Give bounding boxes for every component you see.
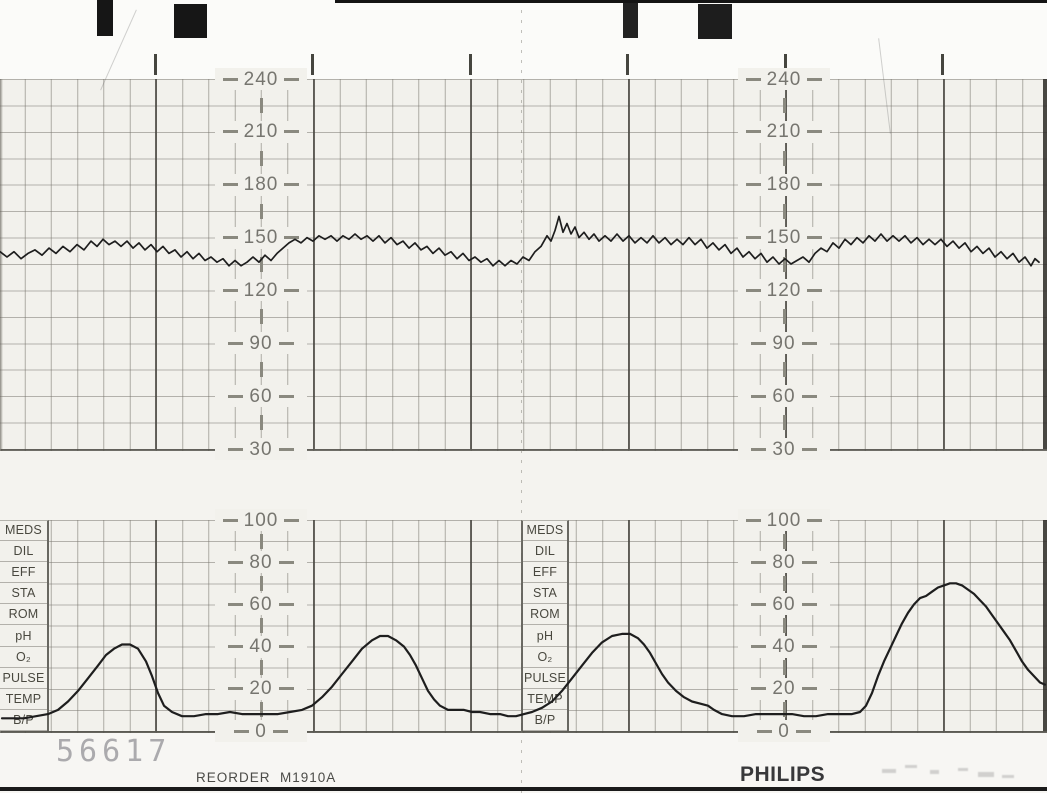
row-label-eff: EFF xyxy=(0,562,47,583)
tick-dash xyxy=(279,687,294,690)
row-label-meds: MEDS xyxy=(523,520,567,541)
tick-dash xyxy=(228,342,243,345)
row-label-pulse: PULSE xyxy=(0,668,47,689)
tick-dash xyxy=(746,289,761,292)
y-tick-value: 60 xyxy=(772,385,796,407)
philips-logo: PHILIPS xyxy=(740,763,826,786)
faint-print-smudge xyxy=(1002,775,1014,778)
y-tick-value: 120 xyxy=(766,279,802,301)
tick-dash xyxy=(279,645,294,648)
tick-dash xyxy=(746,130,761,133)
y-mid-tick xyxy=(783,309,786,324)
row-label-sta: STA xyxy=(523,583,567,604)
tick-dash xyxy=(223,130,238,133)
tick-dash xyxy=(746,78,761,81)
y-mid-tick xyxy=(260,702,263,717)
row-label-eff: EFF xyxy=(523,562,567,583)
tick-dash xyxy=(223,236,238,239)
row-label-dil: DIL xyxy=(523,541,567,562)
tick-dash xyxy=(802,645,817,648)
tick-dash xyxy=(279,395,294,398)
row-label-temp: TEMP xyxy=(0,689,47,710)
y-tick-value: 180 xyxy=(243,174,279,196)
tick-dash xyxy=(807,519,822,522)
paper-top-edge xyxy=(335,0,1047,3)
y-tick-value: 210 xyxy=(243,121,279,143)
y-mid-tick xyxy=(260,415,263,430)
tick-dash xyxy=(807,289,822,292)
tick-dash xyxy=(284,236,299,239)
tick-dash xyxy=(228,687,243,690)
y-tick-label xyxy=(215,593,307,615)
major-gridline xyxy=(155,520,157,731)
tick-dash xyxy=(751,395,766,398)
y-tick-label xyxy=(215,678,307,700)
registration-mark xyxy=(97,0,113,36)
faint-print-smudge xyxy=(930,770,939,774)
y-mid-tick xyxy=(260,257,263,272)
row-label-o: O₂ xyxy=(523,647,567,668)
tick-dash xyxy=(223,289,238,292)
y-tick-value: 30 xyxy=(772,438,796,460)
toco-row-labels-left xyxy=(0,520,49,731)
y-mid-tick xyxy=(260,204,263,219)
y-tick-label xyxy=(215,720,307,742)
tick-dash xyxy=(746,519,761,522)
y-tick-value: 60 xyxy=(249,593,273,615)
y-mid-tick xyxy=(783,576,786,591)
row-label-ph: pH xyxy=(523,626,567,647)
time-tick xyxy=(154,54,157,75)
y-tick-label xyxy=(738,636,830,658)
row-label-bp: B/P xyxy=(523,710,567,731)
tick-dash xyxy=(751,603,766,606)
tick-dash xyxy=(223,519,238,522)
y-tick-value: 40 xyxy=(772,636,796,658)
y-tick-label xyxy=(738,174,830,196)
y-mid-tick xyxy=(783,618,786,633)
paper-right-edge xyxy=(1043,79,1047,449)
top-paper-margin xyxy=(0,0,1047,79)
row-label-dil: DIL xyxy=(0,541,47,562)
y-tick-value: 240 xyxy=(243,68,279,90)
registration-mark xyxy=(623,0,638,38)
tick-dash xyxy=(284,78,299,81)
y-mid-tick xyxy=(783,362,786,377)
major-gridline xyxy=(470,520,472,731)
tick-dash xyxy=(751,342,766,345)
time-tick xyxy=(469,54,472,75)
tick-dash xyxy=(228,645,243,648)
time-tick xyxy=(941,54,944,75)
y-tick-label xyxy=(738,551,830,573)
y-tick-value: 60 xyxy=(772,593,796,615)
tick-dash xyxy=(757,730,772,733)
y-tick-value: 120 xyxy=(243,279,279,301)
y-tick-label xyxy=(215,332,307,354)
y-tick-value: 30 xyxy=(249,438,273,460)
row-label-meds: MEDS xyxy=(0,520,47,541)
tick-dash xyxy=(751,645,766,648)
stamp-number: 56617 xyxy=(56,734,172,769)
y-tick-value: 150 xyxy=(243,227,279,249)
y-tick-value: 210 xyxy=(766,121,802,143)
tick-dash xyxy=(802,395,817,398)
tick-dash xyxy=(228,448,243,451)
y-tick-value: 0 xyxy=(778,720,790,742)
y-tick-value: 90 xyxy=(772,332,796,354)
y-mid-tick xyxy=(783,660,786,675)
y-tick-label xyxy=(738,593,830,615)
tick-dash xyxy=(802,603,817,606)
y-tick-label xyxy=(215,438,307,460)
y-tick-label xyxy=(215,121,307,143)
tick-dash xyxy=(284,130,299,133)
y-tick-value: 20 xyxy=(772,678,796,700)
reorder-label: REORDER M1910A xyxy=(196,770,337,785)
y-tick-value: 40 xyxy=(249,636,273,658)
y-mid-tick xyxy=(260,362,263,377)
tick-dash xyxy=(796,730,811,733)
major-gridline xyxy=(628,520,630,731)
tick-dash xyxy=(802,687,817,690)
tick-dash xyxy=(223,78,238,81)
y-mid-tick xyxy=(260,151,263,166)
y-tick-value: 80 xyxy=(772,551,796,573)
y-tick-label xyxy=(738,678,830,700)
y-mid-tick xyxy=(260,534,263,549)
row-label-rom: ROM xyxy=(523,604,567,625)
major-gridline xyxy=(155,79,157,449)
y-tick-label xyxy=(215,279,307,301)
tick-dash xyxy=(228,395,243,398)
y-tick-value: 180 xyxy=(766,174,802,196)
y-tick-label xyxy=(738,509,830,531)
y-tick-label xyxy=(738,121,830,143)
tick-dash xyxy=(279,342,294,345)
y-tick-value: 0 xyxy=(255,720,267,742)
paper-right-edge xyxy=(1043,520,1047,731)
y-mid-tick xyxy=(260,98,263,113)
tick-dash xyxy=(228,603,243,606)
y-tick-label xyxy=(738,68,830,90)
y-mid-tick xyxy=(260,576,263,591)
y-tick-label xyxy=(738,438,830,460)
y-mid-tick xyxy=(783,204,786,219)
registration-mark xyxy=(698,4,732,39)
y-mid-tick xyxy=(260,309,263,324)
tick-dash xyxy=(751,561,766,564)
tick-dash xyxy=(807,78,822,81)
tick-dash xyxy=(279,603,294,606)
row-label-o: O₂ xyxy=(0,647,47,668)
y-tick-value: 80 xyxy=(249,551,273,573)
tick-dash xyxy=(284,183,299,186)
y-mid-tick xyxy=(260,660,263,675)
fhr-chart-grid xyxy=(0,79,1047,451)
major-gridline xyxy=(943,79,945,449)
y-mid-tick xyxy=(783,151,786,166)
time-tick xyxy=(311,54,314,75)
tick-dash xyxy=(746,183,761,186)
tick-dash xyxy=(751,448,766,451)
tick-dash xyxy=(284,289,299,292)
paper-bottom-edge xyxy=(0,787,1047,791)
y-mid-tick xyxy=(783,415,786,430)
y-tick-label xyxy=(738,332,830,354)
faint-print-smudge xyxy=(905,765,917,768)
y-tick-label xyxy=(215,68,307,90)
y-tick-value: 60 xyxy=(249,385,273,407)
tick-dash xyxy=(751,687,766,690)
tick-dash xyxy=(279,561,294,564)
y-tick-label xyxy=(215,385,307,407)
major-gridline xyxy=(628,79,630,449)
y-mid-tick xyxy=(260,618,263,633)
major-gridline xyxy=(313,79,315,449)
y-tick-value: 90 xyxy=(249,332,273,354)
y-tick-label xyxy=(738,385,830,407)
row-label-pulse: PULSE xyxy=(523,668,567,689)
row-label-rom: ROM xyxy=(0,604,47,625)
tick-dash xyxy=(234,730,249,733)
y-mid-tick xyxy=(783,98,786,113)
y-mid-tick xyxy=(783,702,786,717)
row-label-ph: pH xyxy=(0,626,47,647)
tick-dash xyxy=(807,183,822,186)
y-tick-value: 100 xyxy=(243,509,279,531)
y-tick-label xyxy=(215,551,307,573)
between-charts-band xyxy=(0,449,1047,520)
major-gridline xyxy=(943,520,945,731)
faint-print-smudge xyxy=(882,769,896,773)
tick-dash xyxy=(228,561,243,564)
y-tick-label xyxy=(215,174,307,196)
tick-dash xyxy=(284,519,299,522)
tick-dash xyxy=(746,236,761,239)
row-label-sta: STA xyxy=(0,583,47,604)
major-gridline xyxy=(313,520,315,731)
tick-dash xyxy=(802,561,817,564)
tick-dash xyxy=(223,183,238,186)
y-mid-tick xyxy=(783,534,786,549)
tick-dash xyxy=(802,448,817,451)
y-tick-label xyxy=(738,279,830,301)
y-tick-label xyxy=(215,227,307,249)
y-tick-label xyxy=(738,720,830,742)
tick-dash xyxy=(807,130,822,133)
y-mid-tick xyxy=(783,257,786,272)
registration-mark xyxy=(174,4,207,38)
perforation-dashed-line xyxy=(521,0,522,793)
toco-row-labels-middle xyxy=(521,520,569,731)
faint-print-smudge xyxy=(958,768,968,771)
faint-print-smudge xyxy=(978,772,994,777)
y-tick-value: 20 xyxy=(249,678,273,700)
y-tick-value: 100 xyxy=(766,509,802,531)
major-gridline xyxy=(470,79,472,449)
tick-dash xyxy=(279,448,294,451)
tick-dash xyxy=(273,730,288,733)
y-tick-label xyxy=(215,636,307,658)
y-tick-value: 240 xyxy=(766,68,802,90)
tick-dash xyxy=(802,342,817,345)
row-label-bp: B/P xyxy=(0,710,47,731)
row-label-temp: TEMP xyxy=(523,689,567,710)
y-tick-label xyxy=(738,227,830,249)
time-tick xyxy=(626,54,629,75)
tick-dash xyxy=(807,236,822,239)
y-tick-label xyxy=(215,509,307,531)
y-tick-value: 150 xyxy=(766,227,802,249)
